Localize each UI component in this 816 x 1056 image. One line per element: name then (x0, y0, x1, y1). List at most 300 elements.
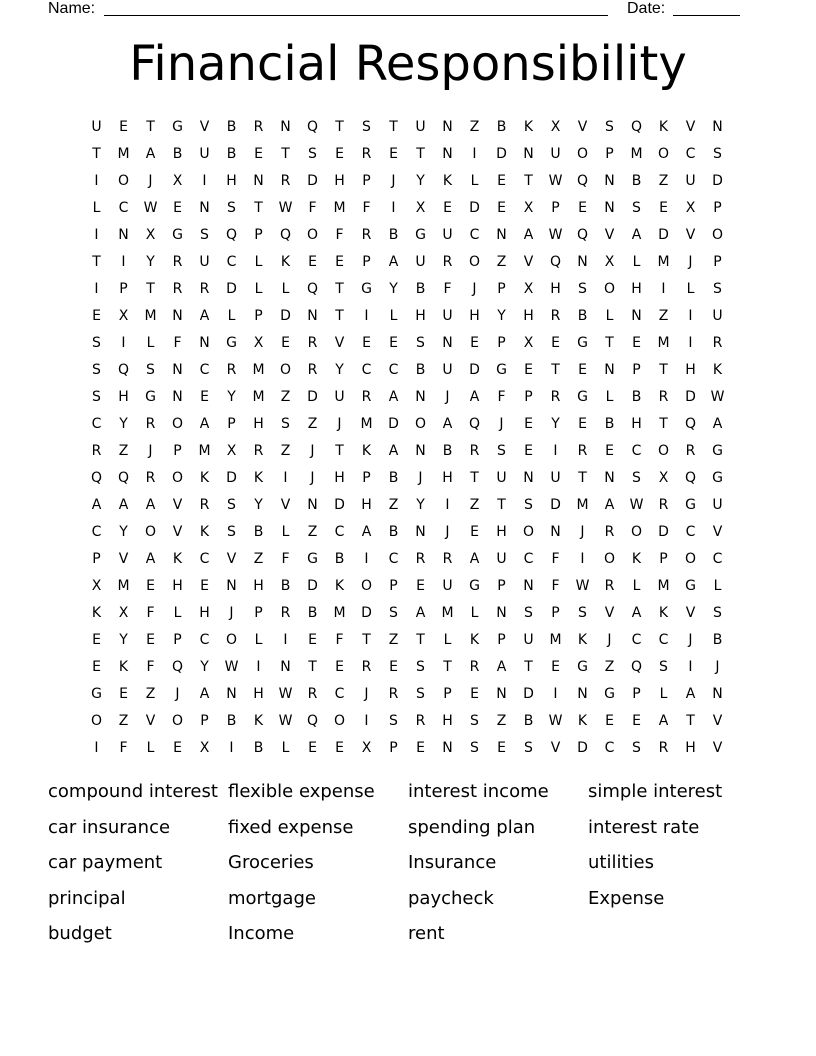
grid-letter: E (524, 415, 533, 432)
grid-letter: A (145, 496, 156, 513)
grid-letter: M (333, 604, 346, 621)
grid-letter: C (361, 361, 372, 378)
grid-letter: H (199, 604, 210, 621)
grid-letter: Q (306, 280, 319, 297)
grid-letter: X (118, 307, 129, 324)
grid-letter: V (199, 118, 210, 135)
grid-letter: G (469, 577, 480, 594)
grid-letter: Q (576, 226, 589, 243)
grid-letter: X (523, 334, 534, 351)
grid-letter: E (200, 388, 209, 405)
grid-letter: K (172, 550, 183, 567)
grid-letter: Z (118, 442, 129, 459)
word-bank-item: budget (48, 923, 112, 945)
grid-letter: M (657, 253, 670, 270)
grid-letter: V (280, 496, 291, 513)
grid-letter: S (146, 361, 155, 378)
grid-letter: Q (117, 361, 130, 378)
grid-letter: F (443, 280, 452, 297)
grid-letter: S (227, 496, 236, 513)
word-bank-item: paycheck (408, 887, 494, 909)
grid-letter: T (92, 145, 101, 162)
grid-letter: K (469, 631, 480, 648)
grid-letter: E (659, 199, 668, 216)
grid-letter: N (172, 307, 183, 324)
grid-letter: A (199, 415, 210, 432)
grid-letter: R (361, 388, 372, 405)
grid-letter: O (171, 712, 184, 729)
grid-letter: C (91, 523, 102, 540)
grid-letter: X (91, 577, 102, 594)
grid-letter: S (92, 361, 101, 378)
grid-letter: O (711, 226, 724, 243)
grid-letter: D (469, 361, 480, 378)
grid-letter: A (118, 496, 129, 513)
grid-letter: V (685, 118, 696, 135)
date-label: Date: (627, 0, 666, 17)
grid-letter: I (364, 712, 369, 729)
grid-letter: P (389, 577, 398, 594)
grid-letter: B (172, 145, 183, 162)
grid-letter: N (712, 685, 723, 702)
grid-letter: E (605, 712, 614, 729)
grid-letter: A (199, 307, 210, 324)
grid-letter: Z (388, 496, 399, 513)
grid-letter: X (145, 226, 156, 243)
grid-letter: E (173, 739, 182, 756)
grid-letter: E (551, 658, 560, 675)
grid-letter: B (388, 469, 399, 486)
grid-letter: N (496, 685, 507, 702)
grid-letter: D (685, 388, 696, 405)
grid-letter: K (118, 658, 129, 675)
grid-letter: E (497, 172, 506, 189)
grid-letter: Y (254, 496, 263, 513)
grid-letter: O (90, 712, 103, 729)
grid-letter: U (199, 253, 210, 270)
grid-letter: F (281, 550, 290, 567)
grid-letter: C (388, 550, 399, 567)
grid-letter: S (578, 280, 587, 297)
grid-letter: S (389, 712, 398, 729)
grid-letter: M (252, 388, 265, 405)
grid-letter: X (361, 739, 372, 756)
grid-letter: S (416, 658, 425, 675)
grid-letter: R (442, 550, 453, 567)
grid-letter: B (388, 226, 399, 243)
grid-letter: L (686, 280, 695, 297)
grid-letter: X (199, 739, 210, 756)
grid-letter: N (442, 334, 453, 351)
word-bank-item: compound interest (48, 781, 218, 802)
grid-letter: G (685, 577, 696, 594)
grid-letter: K (334, 577, 345, 594)
grid-letter: X (415, 199, 426, 216)
grid-letter: S (632, 469, 641, 486)
grid-letter: E (308, 739, 317, 756)
grid-letter: S (470, 739, 479, 756)
grid-letter: N (415, 442, 426, 459)
grid-letter: C (199, 361, 210, 378)
grid-letter: B (226, 712, 237, 729)
grid-letter: Z (307, 523, 318, 540)
grid-letter: L (389, 307, 398, 324)
grid-letter: B (280, 577, 291, 594)
grid-letter: J (472, 280, 477, 297)
grid-letter: F (362, 199, 371, 216)
grid-letter: N (523, 145, 534, 162)
grid-letter: P (497, 631, 506, 648)
grid-letter: B (442, 442, 453, 459)
grid-letter: Q (225, 226, 238, 243)
grid-letter: E (308, 631, 317, 648)
grid-letter: L (659, 685, 668, 702)
grid-letter: Q (279, 226, 292, 243)
grid-letter: B (577, 307, 588, 324)
grid-letter: A (442, 415, 453, 432)
grid-letter: T (551, 361, 560, 378)
grid-letter: R (685, 442, 696, 459)
grid-letter: I (121, 334, 126, 351)
grid-letter: C (523, 550, 534, 567)
grid-letter: S (713, 280, 722, 297)
grid-letter: D (469, 199, 480, 216)
grid-letter: O (603, 550, 616, 567)
grid-letter: Q (306, 712, 319, 729)
grid-letter: D (577, 739, 588, 756)
grid-letter: D (712, 172, 723, 189)
grid-letter: M (252, 361, 265, 378)
grid-letter: S (713, 145, 722, 162)
grid-letter: Z (658, 307, 669, 324)
grid-letter: E (470, 523, 479, 540)
grid-letter: T (335, 442, 344, 459)
grid-letter: Y (416, 496, 425, 513)
grid-letter: T (416, 631, 425, 648)
grid-letter: W (143, 199, 158, 216)
grid-letter: J (715, 658, 720, 675)
grid-letter: G (91, 685, 102, 702)
grid-letter: Q (684, 415, 697, 432)
grid-letter: C (631, 442, 642, 459)
grid-letter: E (470, 334, 479, 351)
grid-letter: X (226, 442, 237, 459)
grid-letter: U (442, 226, 453, 243)
grid-letter: E (119, 685, 128, 702)
grid-letter: R (253, 118, 264, 135)
grid-letter: N (415, 388, 426, 405)
grid-letter: R (658, 496, 669, 513)
grid-letter: S (281, 415, 290, 432)
grid-letter: R (604, 577, 615, 594)
grid-letter: R (307, 361, 318, 378)
grid-letter: L (227, 307, 236, 324)
grid-letter: C (226, 253, 237, 270)
grid-letter: M (657, 577, 670, 594)
grid-letter: R (280, 604, 291, 621)
grid-letter: P (497, 577, 506, 594)
grid-letter: B (712, 631, 723, 648)
grid-letter: S (632, 739, 641, 756)
grid-letter: R (469, 658, 480, 675)
grid-letter: C (658, 631, 669, 648)
word-bank-item: flexible expense (228, 781, 375, 802)
grid-letter: E (335, 253, 344, 270)
grid-letter: Y (119, 415, 128, 432)
grid-letter: U (496, 550, 507, 567)
grid-letter: T (335, 307, 344, 324)
grid-letter: A (712, 415, 723, 432)
grid-letter: Y (146, 253, 155, 270)
grid-letter: G (361, 280, 372, 297)
grid-letter: Z (145, 685, 156, 702)
grid-letter: H (334, 172, 345, 189)
grid-letter: L (443, 631, 452, 648)
grid-letter: E (92, 658, 101, 675)
grid-letter: D (307, 577, 318, 594)
grid-letter: J (607, 631, 612, 648)
grid-letter: N (631, 307, 642, 324)
grid-letter: R (712, 334, 723, 351)
grid-letter: L (470, 604, 479, 621)
grid-letter: N (199, 334, 210, 351)
grid-letter: N (307, 307, 318, 324)
grid-letter: A (604, 496, 615, 513)
grid-letter: N (496, 604, 507, 621)
grid-letter: R (199, 496, 210, 513)
grid-letter: B (415, 361, 426, 378)
grid-letter: O (684, 550, 697, 567)
grid-letter: S (92, 334, 101, 351)
grid-letter: C (91, 415, 102, 432)
grid-letter: P (227, 415, 236, 432)
grid-letter: A (631, 604, 642, 621)
grid-letter: G (415, 226, 426, 243)
grid-letter: E (578, 199, 587, 216)
grid-letter: M (657, 334, 670, 351)
grid-letter: S (524, 496, 533, 513)
grid-letter: K (442, 172, 453, 189)
grid-letter: Z (469, 118, 480, 135)
grid-letter: R (172, 253, 183, 270)
grid-letter: J (337, 415, 342, 432)
grid-letter: L (605, 388, 614, 405)
grid-letter: T (362, 631, 371, 648)
grid-letter: R (388, 685, 399, 702)
grid-letter: L (254, 631, 263, 648)
grid-letter: P (713, 253, 722, 270)
grid-letter: O (603, 280, 616, 297)
grid-letter: X (658, 469, 669, 486)
grid-letter: A (388, 442, 399, 459)
grid-letter: B (226, 145, 237, 162)
grid-letter: R (361, 226, 372, 243)
grid-letter: P (362, 172, 371, 189)
grid-letter: U (415, 118, 426, 135)
grid-letter: G (172, 226, 183, 243)
grid-letter: T (659, 415, 668, 432)
grid-letter: E (524, 442, 533, 459)
grid-letter: A (145, 145, 156, 162)
grid-letter: I (688, 307, 693, 324)
grid-letter: E (443, 199, 452, 216)
grid-letter: K (577, 631, 588, 648)
grid-letter: L (254, 280, 263, 297)
grid-letter: V (226, 550, 237, 567)
grid-letter: O (144, 523, 157, 540)
grid-letter: D (307, 172, 318, 189)
grid-letter: E (578, 361, 587, 378)
grid-letter: H (253, 685, 264, 702)
grid-letter: K (253, 712, 264, 729)
grid-letter: U (199, 145, 210, 162)
word-bank-item: spending plan (408, 816, 536, 838)
grid-letter: R (658, 388, 669, 405)
grid-letter: Y (335, 361, 344, 378)
grid-letter: V (334, 334, 345, 351)
grid-letter: W (629, 496, 644, 513)
grid-letter: I (364, 307, 369, 324)
grid-letter: S (308, 145, 317, 162)
grid-letter: W (710, 388, 725, 405)
grid-letter: T (254, 199, 263, 216)
grid-letter: C (469, 226, 480, 243)
grid-letter: P (524, 388, 533, 405)
word-bank-item: principal (48, 887, 126, 909)
grid-letter: F (173, 334, 182, 351)
grid-letter: A (469, 550, 480, 567)
grid-letter: U (415, 253, 426, 270)
grid-letter: A (496, 658, 507, 675)
grid-letter: P (497, 280, 506, 297)
grid-letter: O (414, 415, 427, 432)
grid-letter: N (442, 118, 453, 135)
grid-letter: A (145, 550, 156, 567)
grid-letter: P (119, 280, 128, 297)
grid-letter: U (550, 469, 561, 486)
grid-letter: P (254, 307, 263, 324)
grid-letter: G (712, 469, 723, 486)
grid-letter: Q (171, 658, 184, 675)
grid-letter: O (522, 523, 535, 540)
grid-letter: A (523, 226, 534, 243)
grid-letter: E (551, 334, 560, 351)
grid-letter: R (550, 307, 561, 324)
grid-letter: E (416, 739, 425, 756)
grid-letter: J (391, 172, 396, 189)
grid-letter: T (497, 496, 506, 513)
grid-letter: P (254, 604, 263, 621)
name-field[interactable] (104, 15, 608, 16)
grid-letter: H (415, 307, 426, 324)
grid-letter: E (119, 118, 128, 135)
grid-letter: A (658, 712, 669, 729)
grid-letter: D (226, 280, 237, 297)
grid-letter: Z (307, 415, 318, 432)
grid-letter: T (605, 334, 614, 351)
grid-letter: V (712, 739, 723, 756)
grid-letter: P (605, 145, 614, 162)
word-bank-item: Income (228, 923, 295, 945)
grid-letter: G (712, 442, 723, 459)
grid-letter: P (632, 361, 641, 378)
grid-letter: O (306, 226, 319, 243)
grid-letter: V (172, 496, 183, 513)
grid-letter: W (278, 199, 293, 216)
grid-letter: L (281, 739, 290, 756)
grid-letter: J (175, 685, 180, 702)
grid-letter: V (712, 712, 723, 729)
grid-letter: C (334, 523, 345, 540)
grid-letter: X (604, 253, 615, 270)
grid-letter: T (308, 658, 317, 675)
grid-letter: D (523, 685, 534, 702)
grid-letter: M (360, 415, 373, 432)
grid-letter: Z (253, 550, 264, 567)
grid-letter: U (496, 469, 507, 486)
word-bank-item: car insurance (48, 816, 171, 838)
grid-letter: R (361, 658, 372, 675)
grid-letter: H (496, 523, 507, 540)
grid-letter: S (605, 118, 614, 135)
grid-letter: A (388, 253, 399, 270)
grid-letter: L (254, 253, 263, 270)
grid-letter: E (281, 334, 290, 351)
grid-letter: J (499, 415, 504, 432)
page-title: Financial Responsibility (129, 36, 687, 92)
grid-letter: U (685, 172, 696, 189)
grid-letter: K (280, 253, 291, 270)
grid-letter: R (361, 145, 372, 162)
grid-letter: R (658, 739, 669, 756)
grid-letter: O (576, 145, 589, 162)
grid-letter: Q (117, 469, 130, 486)
grid-letter: L (281, 523, 290, 540)
grid-letter: B (631, 172, 642, 189)
grid-letter: M (576, 496, 589, 513)
grid-letter: B (496, 118, 507, 135)
grid-letter: E (470, 685, 479, 702)
grid-letter: F (497, 388, 506, 405)
grid-letter: A (388, 388, 399, 405)
grid-letter: P (443, 685, 452, 702)
grid-letter: A (415, 604, 426, 621)
grid-letter: R (307, 334, 318, 351)
grid-letter: E (362, 334, 371, 351)
grid-letter: A (631, 226, 642, 243)
grid-letter: R (226, 361, 237, 378)
grid-letter: T (443, 658, 452, 675)
grid-letter: Z (388, 631, 399, 648)
grid-letter: N (577, 253, 588, 270)
grid-letter: W (548, 226, 563, 243)
grid-letter: O (333, 712, 346, 729)
name-label: Name: (48, 0, 96, 17)
grid-letter: S (92, 388, 101, 405)
grid-letter: V (577, 118, 588, 135)
grid-letter: Z (496, 253, 507, 270)
grid-letter: M (549, 631, 562, 648)
grid-letter: S (200, 226, 209, 243)
date-field[interactable] (673, 15, 740, 16)
grid-letter: L (146, 739, 155, 756)
grid-letter: S (632, 199, 641, 216)
grid-letter: P (497, 334, 506, 351)
grid-letter: K (658, 604, 669, 621)
grid-letter: U (712, 307, 723, 324)
grid-letter: N (226, 685, 237, 702)
grid-letter: W (224, 658, 239, 675)
